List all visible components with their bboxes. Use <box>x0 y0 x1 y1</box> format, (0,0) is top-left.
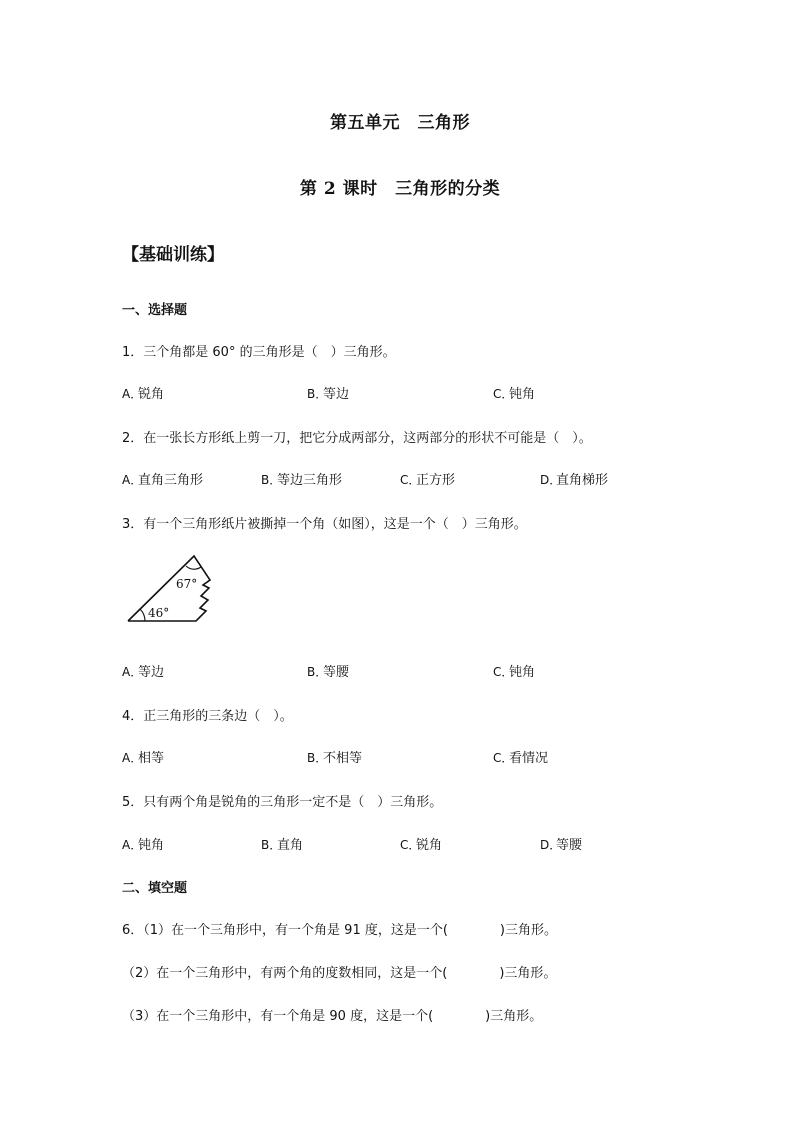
angle-label-top: 67° <box>176 577 198 591</box>
question-5: 5．只有两个角是锐角的三角形一定不是（ ）三角形。 <box>122 795 443 810</box>
option-key: C． <box>493 751 514 765</box>
question-3: 3．有一个三角形纸片被撕掉一个角（如图），这是一个（ ）三角形。 <box>122 517 527 532</box>
option-key: A． <box>122 387 143 401</box>
option-key: A． <box>122 838 143 852</box>
option-text: 直角 <box>277 838 304 853</box>
q5-option-b[interactable] <box>261 834 303 853</box>
section-heading-choice: 一、选择题 <box>122 303 188 318</box>
q3-option-a[interactable] <box>122 661 164 680</box>
option-key: B． <box>307 751 328 765</box>
option-key: B． <box>261 473 282 487</box>
section-heading-fill: 二、填空题 <box>122 881 188 896</box>
option-key: D． <box>540 838 562 852</box>
option-text: 正方形 <box>416 473 456 488</box>
option-text: 等边 <box>323 387 350 402</box>
option-text: 等边 <box>138 665 165 680</box>
question-2: 2．在一张长方形纸上剪一刀，把它分成两部分，这两部分的形状不可能是（ ）。 <box>122 431 592 446</box>
question-4: 4．正三角形的三条边（ ）。 <box>122 709 293 724</box>
question-1: 1．三个角都是 60° 的三角形是（ ）三角形。 <box>122 345 396 360</box>
option-text: 钝角 <box>509 387 536 402</box>
option-key: C． <box>400 473 421 487</box>
q4-option-b[interactable] <box>307 747 362 766</box>
q3-option-b[interactable] <box>307 661 349 680</box>
option-key: B． <box>261 838 282 852</box>
section-bracket-title: 【基础训练】 <box>122 245 224 265</box>
question-6-part-2: （2）在一个三角形中，有两个角的度数相同，这是一个( )三角形。 <box>122 966 557 981</box>
q1-option-c[interactable] <box>493 383 535 402</box>
angle-arc-top <box>186 566 201 569</box>
option-text: 钝角 <box>509 665 536 680</box>
angle-arc-left <box>140 609 145 621</box>
q4-option-c[interactable] <box>493 747 548 766</box>
q3-option-c[interactable] <box>493 661 535 680</box>
q4-option-a[interactable] <box>122 747 164 766</box>
unit-title: 第五单元 三角形 <box>330 113 470 133</box>
option-key: A． <box>122 473 143 487</box>
option-text: 直角三角形 <box>138 473 204 488</box>
option-key: C． <box>493 665 514 679</box>
option-key: A． <box>122 751 143 765</box>
q2-option-c[interactable] <box>400 469 455 488</box>
q5-option-c[interactable] <box>400 834 442 853</box>
question-6-part-1: 6．（1）在一个三角形中，有一个角是 91 度，这是一个( )三角形。 <box>122 923 557 938</box>
q1-option-b[interactable] <box>307 383 349 402</box>
angle-label-left: 46° <box>148 606 170 620</box>
q2-option-b[interactable] <box>261 469 342 488</box>
option-text: 看情况 <box>509 751 549 766</box>
q5-option-a[interactable] <box>122 834 164 853</box>
option-key: D． <box>540 473 562 487</box>
q5-option-d[interactable] <box>540 834 582 853</box>
option-key: B． <box>307 665 328 679</box>
q2-option-d[interactable] <box>540 469 608 488</box>
q2-option-a[interactable] <box>122 469 203 488</box>
option-key: C． <box>493 387 514 401</box>
option-key: C． <box>400 838 421 852</box>
question-6-part-3: （3）在一个三角形中，有一个角是 90 度，这是一个( )三角形。 <box>122 1009 543 1024</box>
torn-triangle-figure <box>122 548 222 628</box>
option-text: 不相等 <box>323 751 363 766</box>
lesson-title: 第 2 课时 三角形的分类 <box>299 179 501 199</box>
option-key: B． <box>307 387 328 401</box>
option-text: 相等 <box>138 751 165 766</box>
option-text: 等边三角形 <box>277 473 343 488</box>
option-text: 锐角 <box>138 387 165 402</box>
option-key: A． <box>122 665 143 679</box>
option-text: 直角梯形 <box>556 473 609 488</box>
option-text: 等腰 <box>556 838 583 853</box>
option-text: 等腰 <box>323 665 350 680</box>
q1-option-a[interactable] <box>122 383 164 402</box>
option-text: 锐角 <box>416 838 443 853</box>
option-text: 钝角 <box>138 838 165 853</box>
